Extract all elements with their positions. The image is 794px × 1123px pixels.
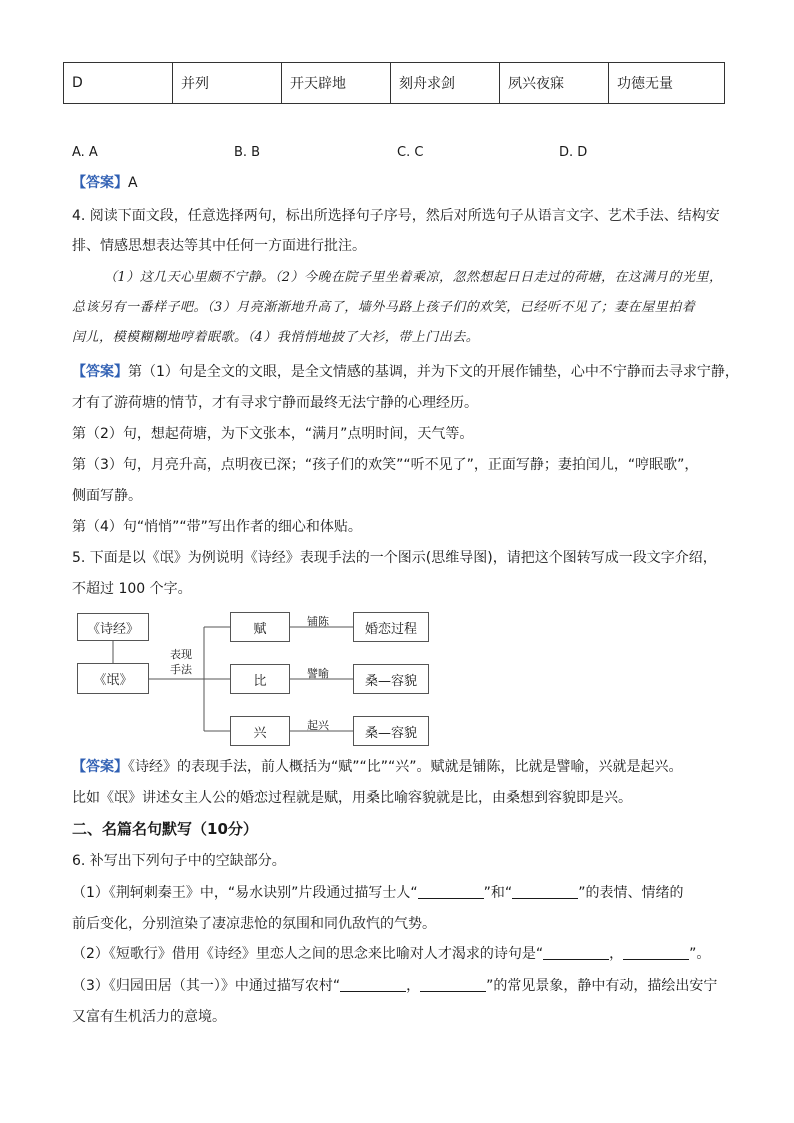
fill-blank[interactable] (420, 977, 486, 992)
diagram-book-box: 《诗经》 (77, 613, 149, 641)
answer-text: 《诗经》的表现手法，前人概括为“赋”“比”“兴”。赋就是铺陈，比就是譬喻，兴就是起兴。 (128, 759, 683, 775)
section-heading: 二、名篇名句默写（10分） (72, 820, 258, 838)
table-cell: 并列 (173, 63, 282, 104)
fill-blank[interactable] (340, 977, 406, 992)
diagram-relation-label: 铺陈 (307, 615, 329, 628)
diagram-result-box: 桑—容貌 (353, 664, 429, 694)
answer-label: 【答案】 (72, 175, 128, 191)
answer-text: 第（1）句是全文的文眼，是全文情感的基调，并为下文的开展作铺垫，心中不宁静而去寻求宁静， (128, 364, 739, 380)
diagram-result-box: 桑—容貌 (353, 716, 429, 746)
q6-text: ， (609, 946, 624, 962)
q6-text: ”的常见景象，静中有动，描绘出安宁 (486, 978, 718, 994)
q6-text: ”。 (689, 946, 711, 962)
q4-prompt: 4. 阅读下面文段，任意选择两句，标出所选择句子序号，然后对所选句子从语言文字、艺术手法、结构安 (72, 208, 720, 224)
table-cell: 功德无量 (609, 63, 725, 104)
q4-prompt-cont: 排、情感思想表达等其中任何一方面进行批注。 (72, 238, 366, 254)
fill-blank[interactable] (623, 945, 689, 960)
q6-text: （2）《短歌行》借用《诗经》里恋人之间的思念来比喻对人才渴求的诗句是“ (72, 946, 544, 962)
table-cell: D (64, 63, 173, 104)
q5-answer-line: 比如《氓》讲述女主人公的婚恋过程就是赋，用桑比喻容貌就是比，由桑想到容貌即是兴。 (72, 790, 632, 806)
q4-passage-line: 闰儿，模模糊糊地哼着眠歌。（4）我悄悄地披了大衫，带上门出去。 (72, 330, 480, 345)
q6-item-3 (72, 976, 717, 996)
q4-answer-line: 第（4）句“悄悄”“带”写出作者的细心和体贴。 (72, 519, 362, 535)
q6-item-2 (72, 944, 710, 964)
diagram-method-box: 比 (230, 664, 290, 694)
diagram-label: 表现 (170, 648, 192, 661)
q6-item-1-cont: 前后变化，分别渲染了凄凉悲怆的氛围和同仇敌忾的气势。 (72, 916, 436, 932)
q6-text: （1）《荆轲刺秦王》中，“易水诀别”片段通过描写士人“ (72, 885, 418, 901)
choice-a: A. A (72, 145, 98, 160)
answer-label: 【答案】 (72, 759, 128, 775)
q6-prompt: 6. 补写出下列句子中的空缺部分。 (72, 853, 286, 869)
diagram-result-box: 婚恋过程 (353, 612, 429, 642)
answer-text: A (128, 175, 138, 191)
answer-label: 【答案】 (72, 364, 128, 380)
fill-blank[interactable] (512, 884, 578, 899)
diagram-poem-box: 《氓》 (77, 663, 149, 694)
q5-prompt-cont: 不超过 100 个字。 (72, 581, 192, 597)
q6-item-3-cont: 又富有生机活力的意境。 (72, 1009, 226, 1025)
diagram-label: 手法 (170, 663, 192, 676)
q4-answer-line: 第（2）句，想起荷塘，为下文张本，“满月”点明时间，天气等。 (72, 426, 474, 442)
q6-text: ”和“ (483, 885, 513, 901)
q5-prompt: 5. 下面是以《氓》为例说明《诗经》表现手法的一个图示(思维导图)，请把这个图转写成一段文字介绍， (72, 550, 717, 566)
choice-c: C. C (397, 145, 424, 160)
fill-blank[interactable] (543, 945, 609, 960)
table-cell: 夙兴夜寐 (500, 63, 609, 104)
choice-b: B. B (234, 145, 261, 160)
q6-item-1 (72, 883, 683, 903)
table-cell: 刻舟求剑 (391, 63, 500, 104)
q5-answer (72, 757, 683, 777)
diagram-method-box: 兴 (230, 716, 290, 746)
table-cell: 开天辟地 (282, 63, 391, 104)
q4-answer-line: 才有了游荷塘的情节，才有寻求宁静而最终无法宁静的心理经历。 (72, 395, 478, 411)
q6-text: ， (406, 978, 421, 994)
q4-passage-line: 总该另有一番样子吧。（3）月亮渐渐地升高了，墙外马路上孩子们的欢笑，已经听不见了；妻在屋里拍着 (72, 300, 696, 315)
q4-answer-line: 第（3）句，月亮升高，点明夜已深；“孩子们的欢笑”“听不见了”，正面写静；妻拍闰儿，“哼眠歌”， (72, 457, 699, 473)
diagram-method-box: 赋 (230, 612, 290, 642)
q4-passage-line: （1）这几天心里颇不宁静。（2）今晚在院子里坐着乘凉，忽然想起日日走过的荷塘，在这满月的光里， (104, 270, 723, 285)
q4-answer-line: 侧面写静。 (72, 488, 142, 504)
diagram-relation-label: 譬喻 (307, 667, 329, 680)
fill-blank[interactable] (418, 884, 484, 899)
q6-text: （3）《归园田居（其一）》中通过描写农村“ (72, 978, 341, 994)
diagram-relation-label: 起兴 (307, 719, 329, 732)
q6-text: ”的表情、情绪的 (578, 885, 684, 901)
choice-d: D. D (559, 145, 588, 160)
